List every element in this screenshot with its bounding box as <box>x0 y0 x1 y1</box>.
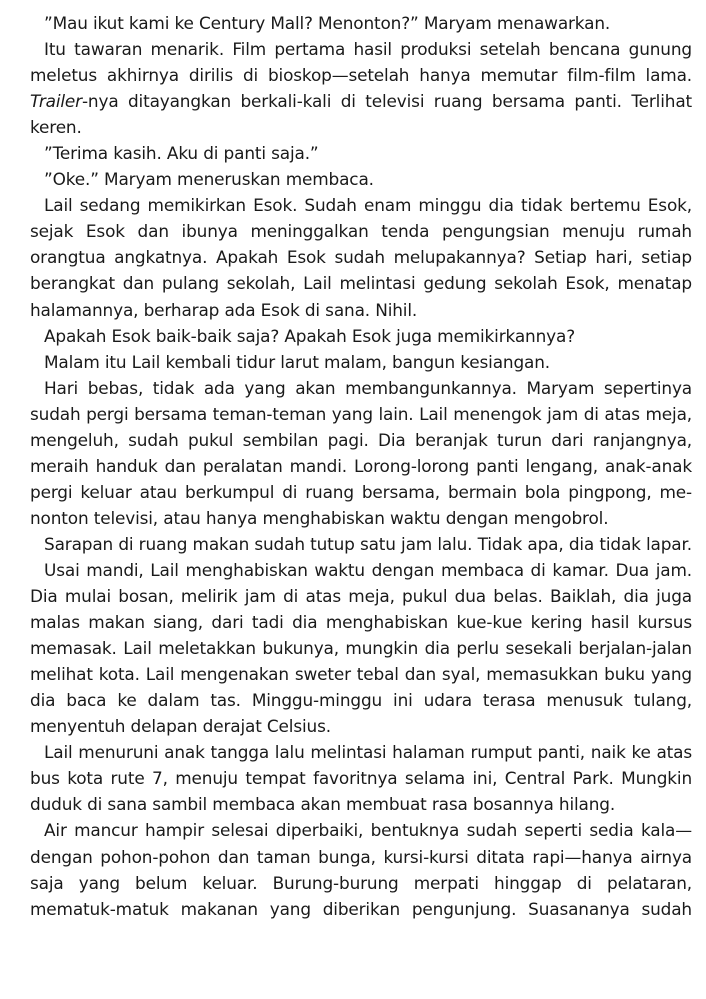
paragraph-1 <box>16 10 692 36</box>
paragraph-6 <box>16 323 692 349</box>
text-line: orangtua angkatnya. Apakah Esok sudah melupakannya? Setiap hari, setiap <box>30 247 692 268</box>
text-line: meraih handuk dan peralatan mandi. Lorong-lorong panti lengang, anak-anak <box>30 455 692 476</box>
paragraph-2 <box>16 36 692 140</box>
text-line: nonton televisi, atau hanya menghabiskan waktu dengan mengobrol. <box>30 507 609 528</box>
text-line: Usai mandi, Lail menghabiskan waktu dengan membaca di kamar. Dua jam. <box>44 559 692 580</box>
text-line: Air mancur hampir selesai diperbaiki, bentuknya sudah seperti sedia kala— <box>44 820 692 841</box>
paragraph-12 <box>16 817 692 921</box>
text-line: mengeluh, sudah pukul sembilan pagi. Dia beranjak turun dari ranjangnya, <box>30 429 692 450</box>
text-line: Trailer-nya ditayangkan berkali-kali di televisi ruang bersama panti. Terlihat <box>30 91 692 112</box>
text-line: Lail sedang memikirkan Esok. Sudah enam minggu dia tidak bertemu Esok, <box>44 195 692 216</box>
text-line: memasak. Lail meletakkan bukunya, mungkin dia perlu sesekali berjalan-jalan <box>30 638 692 659</box>
text-line: bus kota rute 7, menuju tempat favoritnya selama ini, Central Park. Mungkin <box>30 768 692 789</box>
text-line: halamannya, berharap ada Esok di sana. Nihil. <box>30 299 418 320</box>
paragraph-5 <box>16 192 692 322</box>
italic-word: Trailer <box>30 91 82 112</box>
text-line: keren. <box>30 117 82 138</box>
paragraph-11 <box>16 739 692 817</box>
text-line: meletus akhirnya dirilis di bioskop—setelah hanya memutar film-film lama. <box>30 65 692 86</box>
text-line: Apakah Esok baik-baik saja? Apakah Esok juga memikirkannya? <box>44 325 576 346</box>
text-line: dengan pohon-pohon dan taman bunga, kursi-kursi ditata rapi—hanya airnya <box>30 846 692 867</box>
paragraph-9 <box>16 531 692 557</box>
text-line: malas makan siang, dari tadi dia menghabiskan kue-kue kering hasil kursus <box>30 612 692 633</box>
book-page <box>16 10 692 922</box>
text-line: pergi keluar atau berkumpul di ruang bersama, bermain bola pingpong, me- <box>30 481 692 502</box>
text-line: mematuk-matuk makanan yang diberikan pengunjung. Suasananya sudah <box>30 898 692 919</box>
paragraph-10 <box>16 557 692 739</box>
text-line: dia baca ke dalam tas. Minggu-minggu ini udara terasa menusuk tulang, <box>30 690 692 711</box>
text-line: saja yang belum keluar. Burung-burung merpati hinggap di pelataran, <box>30 872 692 893</box>
text-line: ”Oke.” Maryam meneruskan membaca. <box>44 169 374 190</box>
text-line: berangkat dan pulang sekolah, Lail melintasi gedung sekolah Esok, menatap <box>30 273 692 294</box>
text-line: Sarapan di ruang makan sudah tutup satu jam lalu. Tidak apa, dia tidak lapar. <box>44 533 692 554</box>
paragraph-4 <box>16 166 692 192</box>
text-line: melihat kota. Lail mengenakan sweter tebal dan syal, memasukkan buku yang <box>30 664 692 685</box>
text-line: duduk di sana sambil membaca akan membuat rasa bosannya hilang. <box>30 794 616 815</box>
paragraph-7 <box>16 349 692 375</box>
text-line: Lail menuruni anak tangga lalu melintasi halaman rumput panti, naik ke atas <box>44 742 692 763</box>
text-line: sudah pergi bersama teman-teman yang lain. Lail menengok jam di atas meja, <box>30 403 692 424</box>
text-line: ”Mau ikut kami ke Century Mall? Menonton?” Maryam menawarkan. <box>44 13 611 33</box>
text-line: Malam itu Lail kembali tidur larut malam, bangun kesiangan. <box>44 351 551 372</box>
paragraph-3 <box>16 140 692 166</box>
text-line: sejak Esok dan ibunya meninggalkan tenda pengungsian menuju rumah <box>30 221 692 242</box>
text-line: Dia mulai bosan, melirik jam di atas meja, pukul dua belas. Baiklah, dia juga <box>30 586 692 607</box>
text-line: Hari bebas, tidak ada yang akan membangunkannya. Maryam sepertinya <box>44 377 692 398</box>
text-line: Itu tawaran menarik. Film pertama hasil produksi setelah bencana gunung <box>44 39 692 60</box>
text-line: menyentuh delapan derajat Celsius. <box>30 716 331 737</box>
text-line: ”Terima kasih. Aku di panti saja.” <box>44 143 319 164</box>
paragraph-8 <box>16 375 692 531</box>
